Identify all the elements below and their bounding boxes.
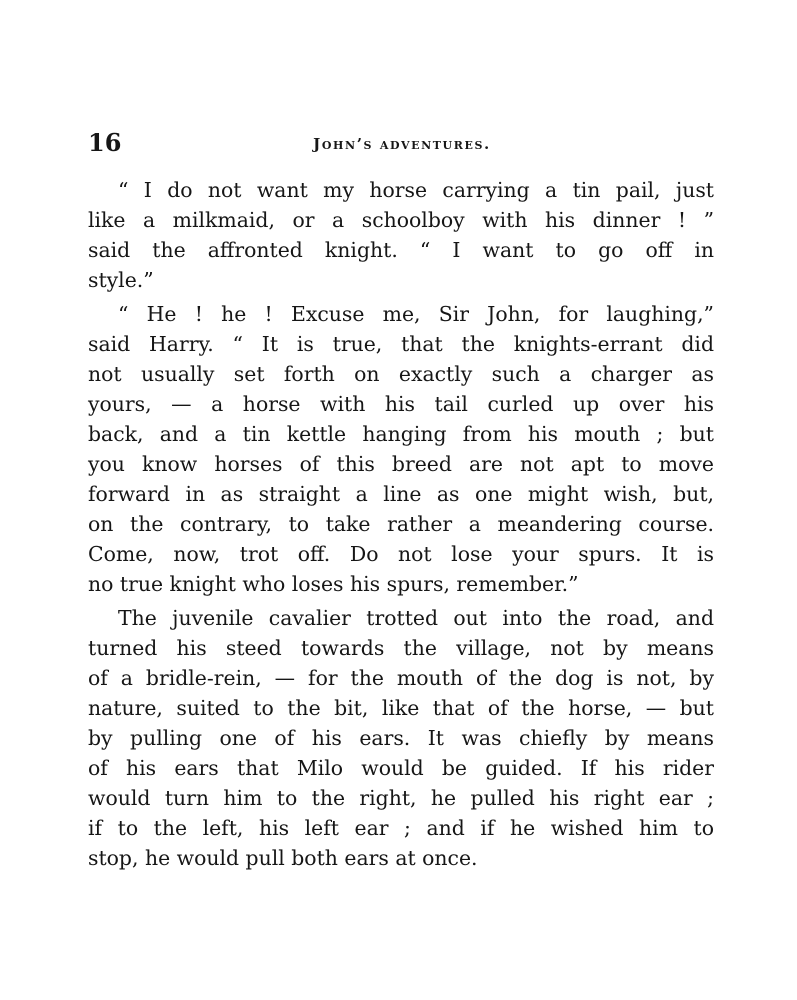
text-line: said Harry. “ It is true, that the knights-errant did [88, 332, 714, 356]
running-head: john’s adventures. [313, 135, 491, 153]
page-number: 16 [88, 128, 122, 157]
text-line: style.” [88, 268, 154, 292]
text-line: stop, he would pull both ears at once. [88, 846, 478, 870]
text-line: on the contrary, to take rather a meandering course. [88, 512, 714, 536]
paragraph [88, 603, 714, 873]
paragraph [88, 299, 714, 599]
text-line: said the affronted knight. “ I want to go off in [88, 238, 714, 262]
text-line: The juvenile cavalier trotted out into the road, and [118, 606, 714, 630]
paragraph [88, 175, 714, 295]
text-line: not usually set forth on exactly such a charger as [88, 362, 714, 386]
text-line: Come, now, trot off. Do not lose your spurs. It is [88, 542, 714, 566]
text-line: by pulling one of his ears. It was chiefly by means [88, 726, 714, 750]
text-line: no true knight who loses his spurs, remember.” [88, 572, 579, 596]
text-line: forward in as straight a line as one might wish, but, [88, 482, 714, 506]
text-line: back, and a tin kettle hanging from his mouth ; but [88, 422, 714, 446]
text-line: would turn him to the right, he pulled his right ear ; [88, 786, 714, 810]
text-line: turned his steed towards the village, not by means [88, 636, 714, 660]
text-line: “ He ! he ! Excuse me, Sir John, for laughing,” [118, 302, 714, 326]
text-line: if to the left, his left ear ; and if he wished him to [88, 816, 714, 840]
body-text [88, 175, 714, 873]
text-line: “ I do not want my horse carrying a tin pail, just [118, 178, 714, 202]
text-line: nature, suited to the bit, like that of the horse, — but [88, 696, 714, 720]
text-line: of a bridle-rein, — for the mouth of the dog is not, by [88, 666, 714, 690]
page-header [88, 128, 716, 158]
text-line: like a milkmaid, or a schoolboy with his dinner ! ” [88, 208, 714, 232]
text-line: you know horses of this breed are not apt to move [88, 452, 714, 476]
text-line: of his ears that Milo would be guided. If his rider [88, 756, 714, 780]
text-line: yours, — a horse with his tail curled up over his [88, 392, 714, 416]
